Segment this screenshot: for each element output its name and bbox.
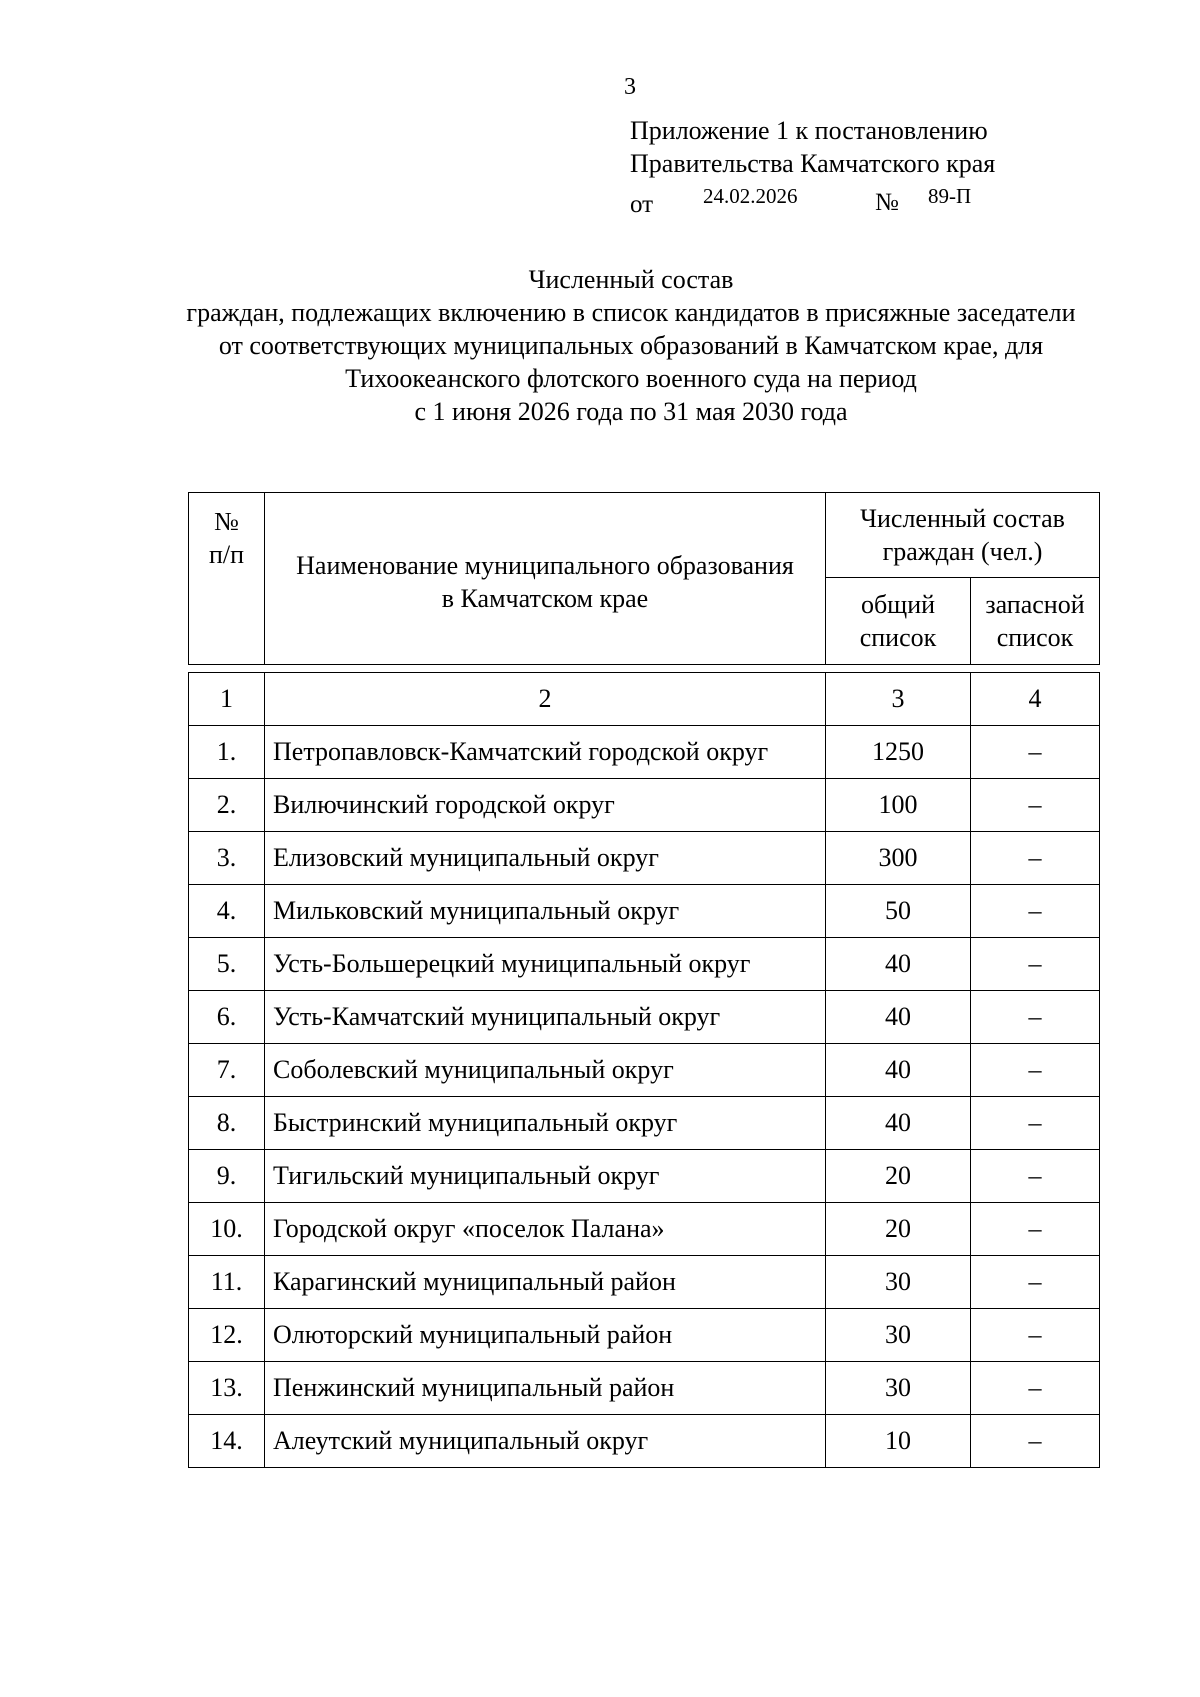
table-row [189, 726, 1100, 779]
header-count-cell [826, 493, 1100, 578]
header-count-line-1: Численный состав [860, 504, 1065, 533]
header-reserve-line-2: список [996, 623, 1074, 652]
header-num-line-1: № [214, 507, 239, 536]
table-row [189, 1203, 1100, 1256]
general-list-count: 30 [826, 1309, 971, 1362]
header-reserve-cell [971, 578, 1100, 665]
reserve-list-count: – [971, 1415, 1100, 1468]
reserve-list-count: – [971, 1150, 1100, 1203]
reserve-list-count: – [971, 885, 1100, 938]
title-line-3: от соответствующих муниципальных образований в Камчатском крае, для [218, 331, 1044, 360]
table-row [189, 1309, 1100, 1362]
municipality-name: Городской округ «поселок Палана» [265, 1203, 826, 1256]
row-number: 8. [189, 1097, 265, 1150]
appendix-header [630, 114, 995, 220]
column-number: 4 [971, 673, 1100, 726]
row-number: 7. [189, 1044, 265, 1097]
reserve-list-count: – [971, 1044, 1100, 1097]
table-row [189, 832, 1100, 885]
header-count-line-2: граждан (чел.) [882, 537, 1043, 566]
title-line-2: граждан, подлежащих включению в список кандидатов в присяжные заседатели [186, 298, 1076, 327]
municipality-name: Усть-Камчатский муниципальный округ [265, 991, 826, 1044]
row-number: 14. [189, 1415, 265, 1468]
table-row [189, 779, 1100, 832]
header-name-line-1: Наименование муниципального образования [296, 550, 794, 580]
row-number: 2. [189, 779, 265, 832]
general-list-count: 30 [826, 1362, 971, 1415]
header-general-line-1: общий [860, 590, 936, 619]
title-line-4: Тихоокеанского флотского военного суда на период [345, 364, 917, 393]
general-list-count: 40 [826, 1044, 971, 1097]
row-number: 3. [189, 832, 265, 885]
table-row [189, 1415, 1100, 1468]
municipality-name: Олюторский муниципальный район [265, 1309, 826, 1362]
document-title [100, 263, 1162, 428]
row-number: 1. [189, 726, 265, 779]
table-row [189, 1256, 1100, 1309]
general-list-count: 50 [826, 885, 971, 938]
reserve-list-count: – [971, 1097, 1100, 1150]
reserve-list-count: – [971, 1203, 1100, 1256]
table-row [189, 885, 1100, 938]
municipality-name: Алеутский муниципальный округ [265, 1415, 826, 1468]
number-sign: № [875, 189, 899, 216]
general-list-count: 40 [826, 938, 971, 991]
reserve-list-count: – [971, 991, 1100, 1044]
table-header [188, 492, 1100, 665]
reserve-list-count: – [971, 1309, 1100, 1362]
general-list-count: 300 [826, 832, 971, 885]
document-date: 24.02.2026 [703, 184, 798, 208]
general-list-count: 40 [826, 1097, 971, 1150]
table-row [189, 1097, 1100, 1150]
general-list-count: 100 [826, 779, 971, 832]
table-row [189, 1044, 1100, 1097]
header-name-cell [265, 493, 826, 665]
municipality-name: Усть-Большерецкий муниципальный округ [265, 938, 826, 991]
header-general-line-2: список [859, 623, 937, 652]
header-reserve-line-1: запасной [985, 590, 1085, 619]
page-number: 3 [624, 74, 636, 100]
general-list-count: 10 [826, 1415, 971, 1468]
table-row [189, 991, 1100, 1044]
municipality-name: Быстринский муниципальный округ [265, 1097, 826, 1150]
general-list-count: 1250 [826, 726, 971, 779]
column-number-row [189, 673, 1100, 726]
row-number: 12. [189, 1309, 265, 1362]
appendix-date-line [630, 180, 995, 220]
row-number: 6. [189, 991, 265, 1044]
municipality-name: Соболевский муниципальный округ [265, 1044, 826, 1097]
municipality-name: Карагинский муниципальный район [265, 1256, 826, 1309]
column-number: 1 [189, 673, 265, 726]
municipality-name: Мильковский муниципальный округ [265, 885, 826, 938]
table-row [189, 938, 1100, 991]
reserve-list-count: – [971, 832, 1100, 885]
general-list-count: 30 [826, 1256, 971, 1309]
reserve-list-count: – [971, 1362, 1100, 1415]
header-num-cell [189, 493, 265, 665]
reserve-list-count: – [971, 1256, 1100, 1309]
from-label: от [630, 191, 654, 218]
general-list-count: 40 [826, 991, 971, 1044]
header-general-cell [826, 578, 971, 665]
reserve-list-count: – [971, 938, 1100, 991]
table-row [189, 1150, 1100, 1203]
header-name-line-2: в Камчатском крае [441, 583, 649, 613]
document-number: 89-П [928, 184, 972, 208]
general-list-count: 20 [826, 1203, 971, 1256]
row-number: 4. [189, 885, 265, 938]
municipality-name: Елизовский муниципальный округ [265, 832, 826, 885]
municipality-name: Петропавловск-Камчатский городской округ [265, 726, 826, 779]
column-number: 2 [265, 673, 826, 726]
reserve-list-count: – [971, 726, 1100, 779]
row-number: 9. [189, 1150, 265, 1203]
general-list-count: 20 [826, 1150, 971, 1203]
title-line-5: с 1 июня 2026 года по 31 мая 2030 года [414, 397, 848, 426]
row-number: 5. [189, 938, 265, 991]
column-number: 3 [826, 673, 971, 726]
row-number: 11. [189, 1256, 265, 1309]
row-number: 10. [189, 1203, 265, 1256]
municipality-name: Вилючинский городской округ [265, 779, 826, 832]
title-line-1: Численный состав [528, 265, 734, 294]
appendix-line-2: Правительства Камчатского края [630, 149, 996, 178]
header-num-line-2: п/п [208, 540, 245, 569]
table-row [189, 1362, 1100, 1415]
data-table [188, 672, 1100, 1468]
municipality-name: Пенжинский муниципальный район [265, 1362, 826, 1415]
municipality-name: Тигильский муниципальный округ [265, 1150, 826, 1203]
row-number: 13. [189, 1362, 265, 1415]
appendix-line-1: Приложение 1 к постановлению [630, 116, 988, 145]
reserve-list-count: – [971, 779, 1100, 832]
